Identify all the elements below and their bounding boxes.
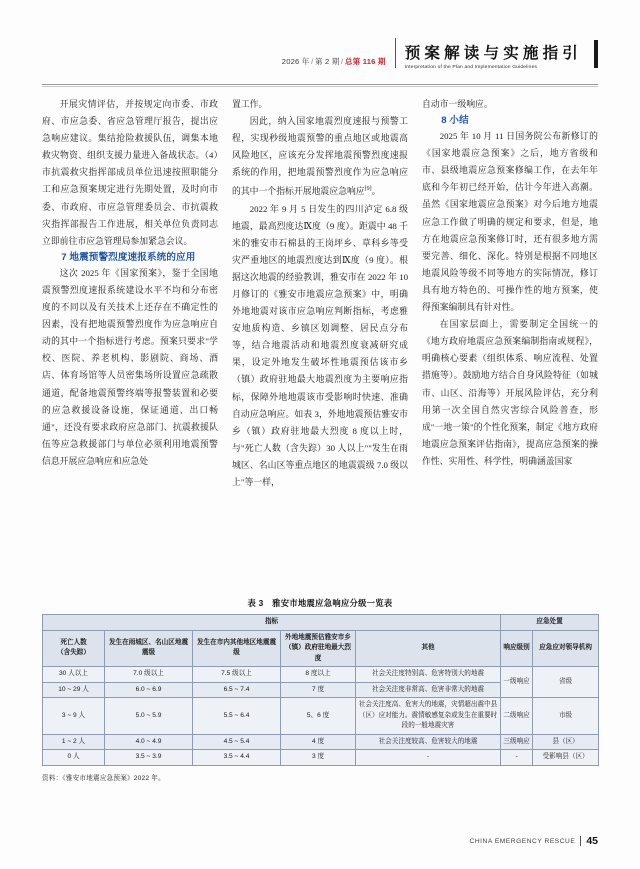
column-left	[42, 96, 218, 592]
table-cell-mag-key: 5.0 ~ 5.9	[105, 698, 193, 735]
table-cell-agency: 受影响县（区）	[533, 750, 599, 766]
paragraph: 在国家层面上，需要制定全国统一的《地方政府地震应急预案编制指南或规程》，明确核心要素（组织体系、响应流程、处置措施等）。鼓励地方结合自身风险特征（如城市、山区、沿海等）开展风险评估，充分利用第一次全国自然灾害综合风险普查，形成"一地一策"的个性化预案，制定《地方政府地震应急预案评估指南》，提高应急预案的操作性、实用性、科学性，明确涵盖国家	[422, 319, 598, 466]
header-inner	[282, 38, 598, 70]
table-row	[43, 667, 599, 683]
footer-divider	[580, 836, 581, 846]
issue-total: 总第 116 期	[344, 57, 386, 66]
table-column-header: 响应级别	[501, 630, 533, 667]
table-cell-deaths: 3 ~ 9 人	[43, 698, 105, 735]
issue-separator-1: /	[311, 57, 314, 66]
table-header-row	[43, 630, 599, 667]
table-column-header: 外地地震预估雅安市乡（镇）政府驻地最大烈度	[281, 630, 356, 667]
page-header	[0, 38, 640, 84]
issue-separator-2: /	[341, 57, 344, 66]
response-level-table	[42, 614, 599, 766]
table-group-header: 应急处置	[501, 615, 599, 631]
paragraph: 2022 年 9 月 5 日发生的四川泸定 6.8 级地震，最高烈度达Ⅸ度（9 度）。距震中 48 千米的雅安市石棉县的王岗坪乡、草科乡等受灾严重地区的地震烈度达到Ⅸ度（9 度）。根据这次地震的经验教训，雅安市在 2022 年 10 月修订的《雅安市地震应急预案》中，明确外地地震对该市应急响应判断指标，考虑雅安地质构造、乡镇区划调整、居民点分布等，结合地震活动和地震烈度衰减研究成果，设定外地发生破坏性地震预估该市乡（镇）政府驻地最大地震烈度为主要响应指标，保障外地地震该市受影响时快速、准确自动应急响应。如表 3，外地地震预估雅安市乡（镇）政府驻地最大烈度 8 度以上时，与"死亡人数（含失踪）30 人以上""发生在雨城区、名山区等重点地区的地震震级 7.0 级以上"等一样，	[232, 203, 408, 487]
table-cell-intensity: 3 度	[281, 750, 356, 766]
table-cell-intensity: 4 度	[281, 734, 356, 750]
table-cell-level: 二级响应	[501, 698, 533, 735]
table-cell-intensity: 7 度	[281, 682, 356, 698]
title-block-mark	[594, 40, 598, 68]
table-cell-deaths: 0 人	[43, 750, 105, 766]
paragraph: 2025 年 10 月 11 日国务院公布新修订的《国家地震应急预案》之后，地方省级和市、县级地震应急预案修编工作，在去年年底和今年初已经开始，估计今年进入高潮。虽然《国家地震应急预案》对今后地方地震应急工作做了明确的规定和要求，但是，地方在地震应急预案修订时，还有很多地方需要完善、细化、深化。特别是根据不同地区地震风险等级不同等地方的实际情况，修订具有地方特色的、可操作性的地方预案，使得预案编制具有针对性。	[422, 131, 598, 313]
paragraph: 开展灾情评估，并按规定向市委、市政府、市应急委、省应急管理厅报告，提出应急响应建议。集结抢险救援队伍，调集本地救灾物资、组织支援力量进入备战状态。（4）市抗震救灾指挥部成员单位迅速按照职能分工和应急预案规定进行先期处置，及时向市委、市政府、市应急管理委员会、市抗震救灾指挥部报告工作进展，相关单位负责同志立即前往市应急管理局参加紧急会议。	[42, 99, 218, 246]
table-cell-other: 社会关注度较高、危害较大的地震	[356, 734, 501, 750]
paragraph-tail: 。	[371, 186, 381, 197]
table-cell-agency: 省级	[533, 667, 599, 698]
table-row	[43, 734, 599, 750]
table-cell-deaths: 1 ~ 2 人	[43, 734, 105, 750]
page-number: 45	[586, 835, 598, 847]
table-column-header: 应急应对领导机构	[533, 630, 599, 667]
journal-name: CHINA EMERGENCY RESCUE	[469, 837, 576, 845]
table-group-header: 指标	[43, 615, 501, 631]
table-cell-mag-other: 6.5 ~ 7.4	[193, 682, 281, 698]
table-section	[42, 597, 598, 782]
table-cell-level: 一级响应	[501, 667, 533, 698]
issue-year: 2026 年	[281, 57, 310, 66]
paragraph-text: 因此，纳入国家地震烈度速报与预警工程，实现秒级地震预警的重点地区或地震高风险地区，应该充分发挥地震预警烈度速报系统的作用，把地震预警烈度作为应急响应的其中一个指标开展地震应急响应	[232, 116, 408, 197]
table-column-header: 发生在雨城区、名山区地震震级	[105, 630, 193, 667]
table-cell-deaths: 30 人以上	[43, 667, 105, 683]
table-cell-mag-other: 7.5 级以上	[193, 667, 281, 683]
table-cell-intensity: 5、6 度	[281, 698, 356, 735]
paragraph	[232, 113, 408, 200]
column-title-cn: 预案解读与实施指引	[404, 45, 582, 63]
table-source-note: 资料：《雅安市地震应急预案》2022 年。	[42, 774, 165, 782]
table-body	[43, 667, 599, 766]
table-cell-mag-other: 3.5 ~ 4.4	[193, 750, 281, 766]
table-cell-agency: 县（区）	[533, 734, 599, 750]
body-columns	[42, 96, 598, 592]
column-title-en: Interpretation of the Plan and Implementation Guidelines	[404, 65, 538, 70]
table-cell-mag-key: 4.0 ~ 4.9	[105, 734, 193, 750]
table-column-header: 其他	[356, 630, 501, 667]
table-row	[43, 750, 599, 766]
paragraph: 这次 2025 年《国家预案》，鉴于全国地震预警烈度速报系统建设水平不均和分布密度的不同以及有关技术上还存在不确定性的因素，没有把地震预警烈度作为应急响应自动的其中一个指标进行考虑。预案只要求"学校、医院、养老机构、影剧院、商场、酒店、体育场馆等人员密集场所设置应急疏散通道，配备地震预警终端等报警装置和必要的应急救援设备设施，保证通道、出口畅通"，还没有要求政府应急部门、抗震救援队伍等应急救援部门与单位必须利用地震预警信息开展应急响应和应急处	[42, 267, 218, 466]
table-cell-other: 社会关注度高、危害大的地震，灾情超出震中县（区）应对能力。震情敏感复杂或发生在重要时段的一般地震灾害	[356, 698, 501, 735]
table-cell-level: 三级响应	[501, 734, 533, 750]
table-cell-mag-key: 7.0 级以上	[105, 667, 193, 683]
table-cell-intensity: 8 度以上	[281, 667, 356, 683]
table-cell-mag-key: 3.5 ~ 3.9	[105, 750, 193, 766]
table-row	[43, 698, 599, 735]
paragraph: 置工作。	[232, 99, 268, 109]
table-column-header: 死亡人数 （含失踪）	[43, 630, 105, 667]
column-middle	[232, 96, 408, 592]
paragraph: 自动市一级响应。	[422, 99, 493, 109]
table-cell-other: 社会关注度非常高、危害非常大的地震	[356, 682, 501, 698]
table-cell-other: -	[356, 750, 501, 766]
table-cell-level: -	[501, 750, 533, 766]
table-cell-other: 社会关注度特别高、危害特别大的地震	[356, 667, 501, 683]
table-cell-mag-other: 5.5 ~ 6.4	[193, 698, 281, 735]
issue-info	[282, 56, 386, 70]
section-heading-8: 8 小结	[441, 115, 469, 127]
table-cell-mag-key: 6.0 ~ 6.9	[105, 682, 193, 698]
section-heading-7: 7 地震预警烈度速报系统的应用	[61, 251, 196, 263]
header-rule	[42, 84, 598, 85]
table-group-header-row	[43, 615, 599, 631]
table-cell-mag-other: 4.5 ~ 5.4	[193, 734, 281, 750]
page-footer	[470, 835, 598, 847]
column-right	[422, 96, 598, 592]
table-cell-deaths: 10 ~ 29 人	[43, 682, 105, 698]
table-caption: 表 3 雅安市地震应急响应分级一览表	[247, 598, 393, 608]
issue-number: 第 2 期	[314, 57, 340, 66]
table-cell-agency: 市级	[533, 698, 599, 735]
table-head	[43, 615, 599, 667]
reference-marker: [9]	[364, 186, 372, 193]
table-column-header: 发生在市内其他地区地震震级	[193, 630, 281, 667]
header-divider	[395, 38, 396, 68]
column-title	[405, 45, 582, 70]
